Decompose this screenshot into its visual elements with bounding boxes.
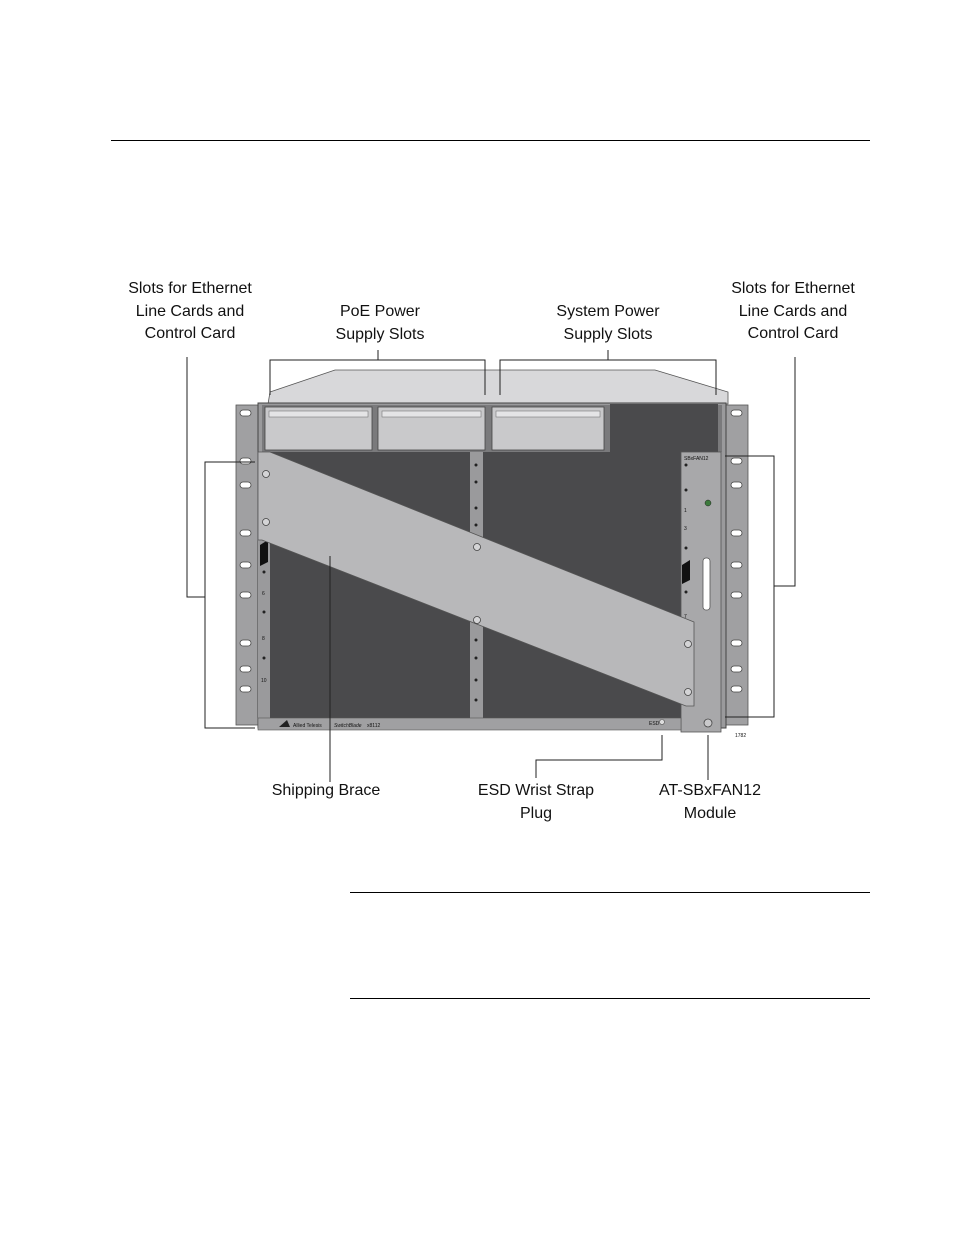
slot-number-1: 1 [684, 508, 687, 514]
series-text: SwitchBlade [334, 723, 362, 729]
fan-handle [703, 558, 710, 610]
slot-number-7: 7 [684, 614, 687, 620]
fan-led [705, 500, 711, 506]
fan-module-label: SBxFAN12 [684, 456, 709, 462]
callout-shipping-brace: Shipping Brace [271, 782, 381, 799]
callout-poe-slots: PoE Power Supply Slots [335, 303, 425, 343]
model-text: x8112 [367, 723, 381, 729]
callout-esd-plug: ESD Wrist Strap Plug [477, 782, 595, 822]
figure-id: 1782 [735, 733, 747, 739]
esd-label: ESD [649, 721, 660, 727]
chassis-top-lid [268, 370, 728, 404]
slot-number-10: 10 [261, 678, 267, 684]
callout-fan-module: AT-SBxFAN12 Module [659, 782, 761, 822]
callout-slots-left: Slots for Ethernet Line Cards and Control Card [128, 280, 252, 342]
system-psu-2-blank [610, 404, 718, 452]
brand-text: Allied Telesis [293, 723, 322, 729]
slot-number-6: 6 [262, 591, 265, 597]
callout-slots-right: Slots for Ethernet Line Cards and Control Card [731, 280, 855, 342]
esd-plug [660, 720, 665, 725]
slot-number-3: 3 [684, 526, 687, 532]
slot-number-8: 8 [262, 636, 265, 642]
psu-handles [269, 411, 600, 417]
fan-screw [704, 719, 712, 727]
callout-system-slots: System Power Supply Slots [556, 303, 660, 343]
